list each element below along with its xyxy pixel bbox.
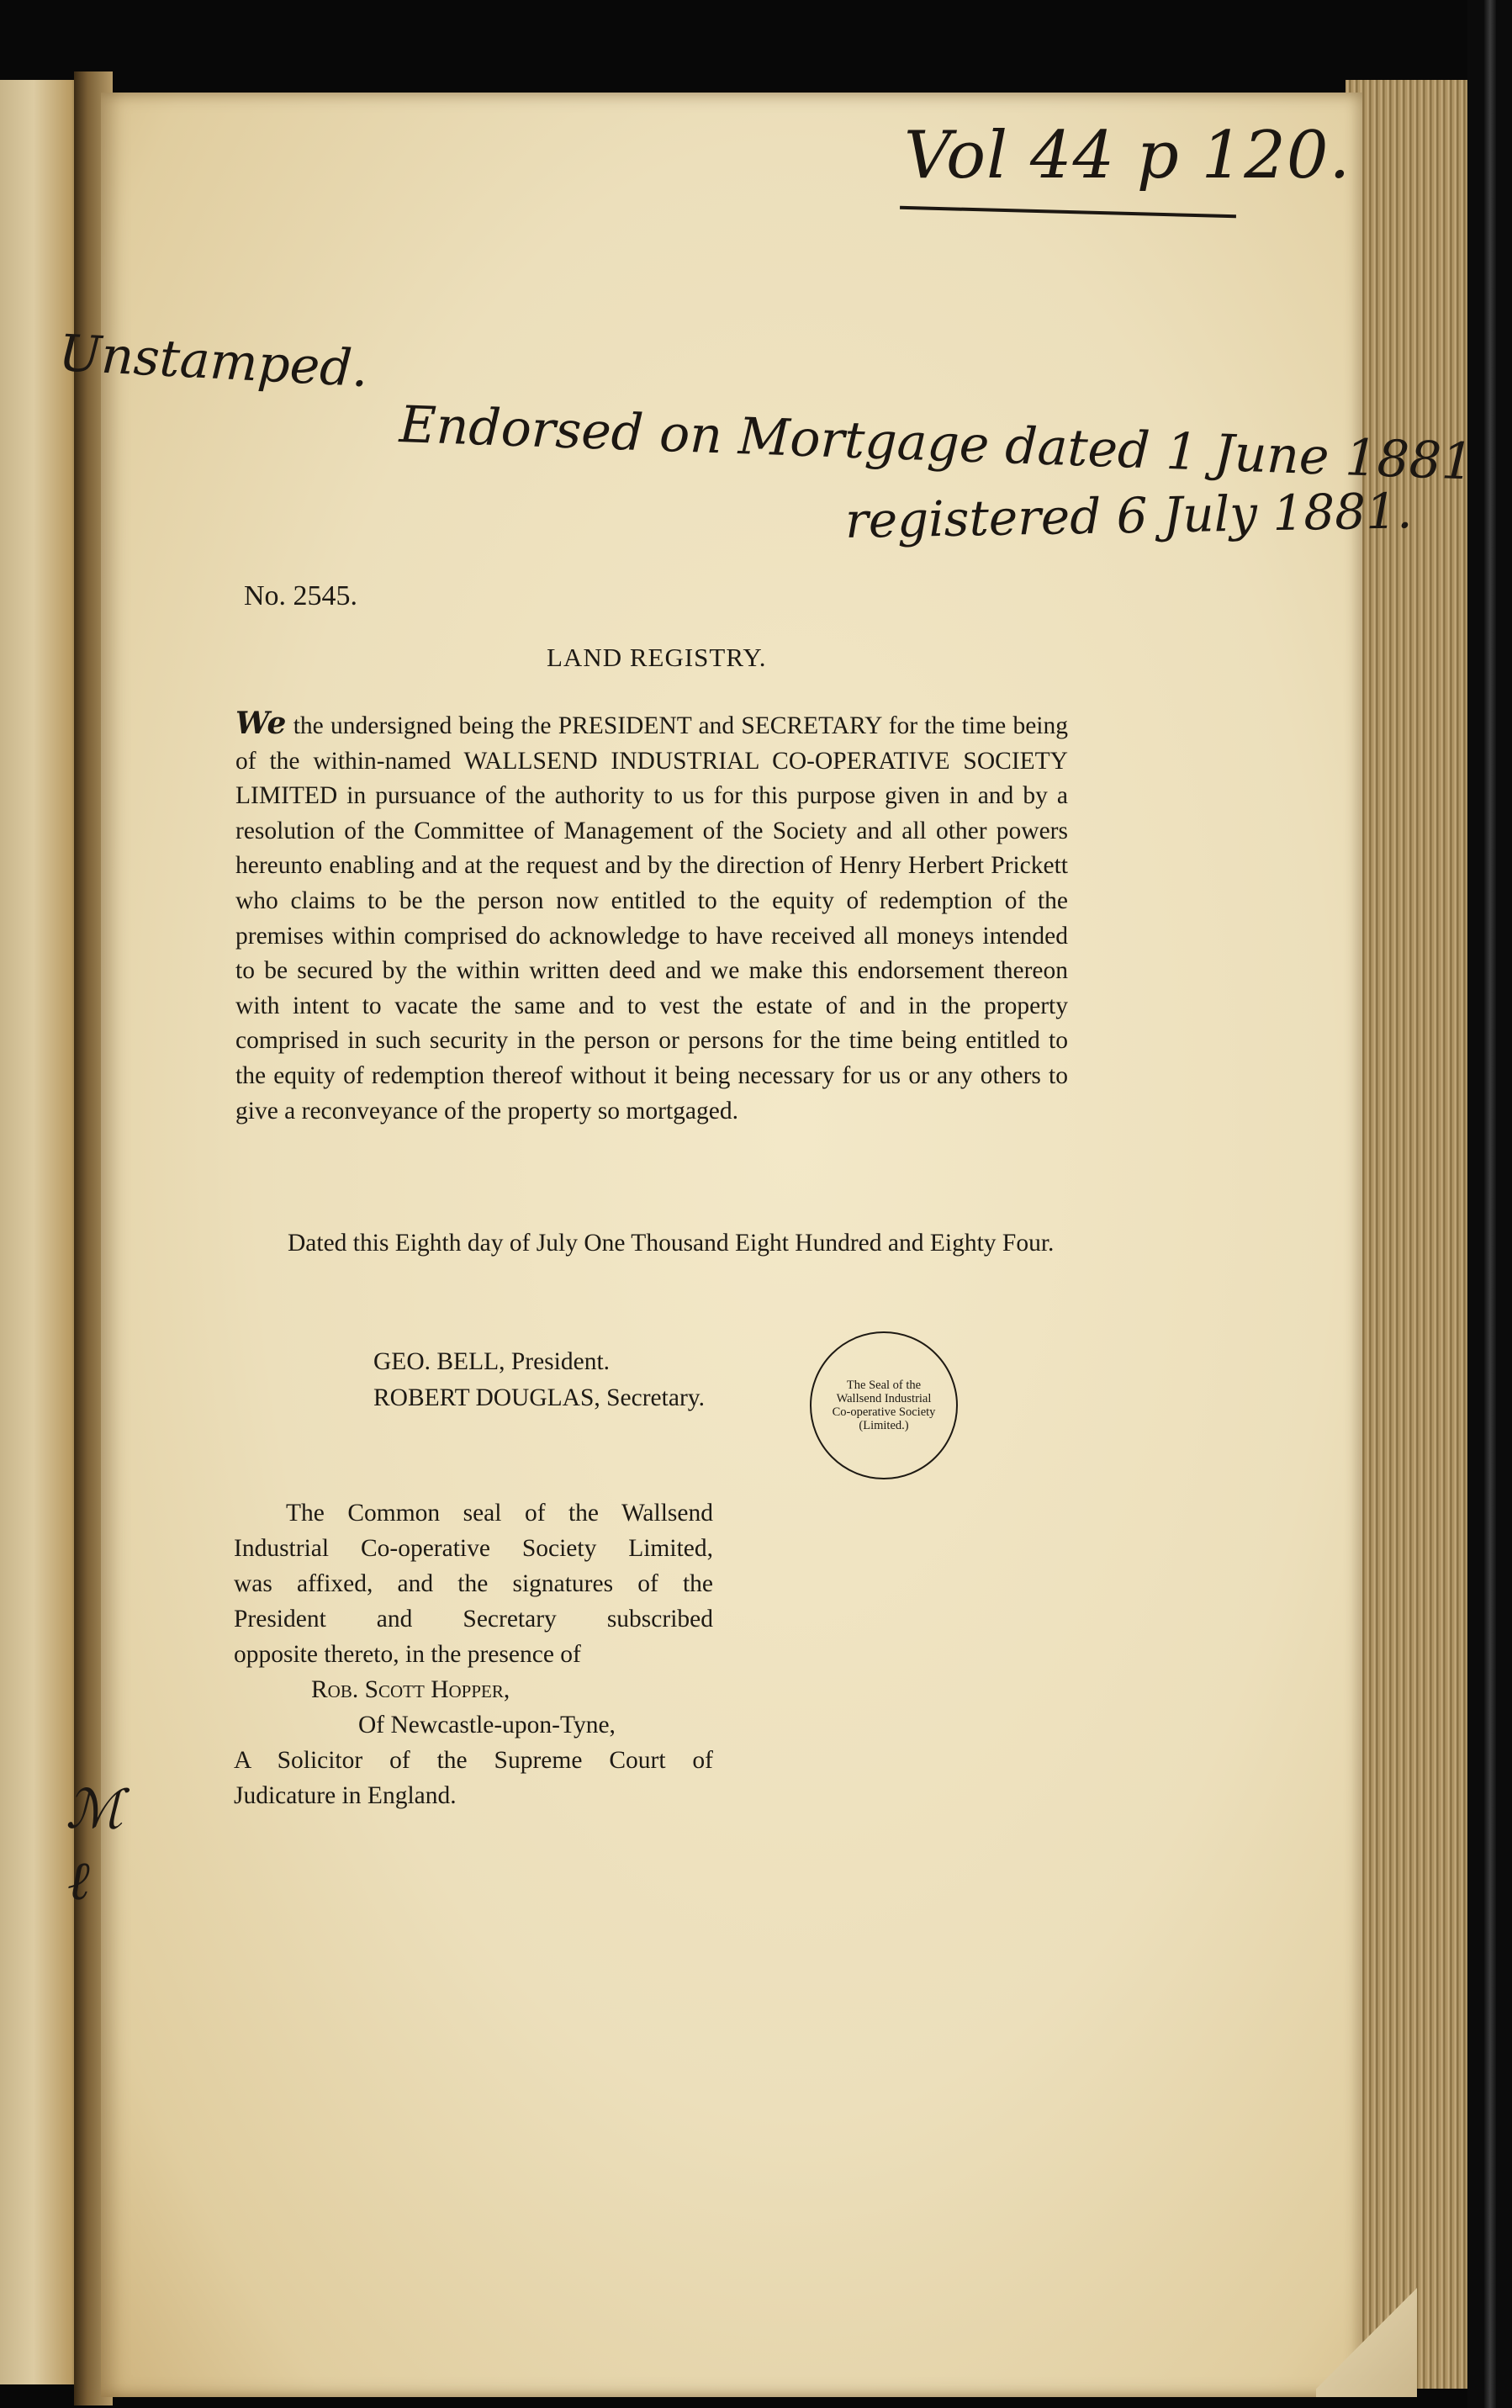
- endorsement-note-line-2: registered 6 July 1881.: [844, 482, 1413, 549]
- page-stack-edge: [1345, 80, 1480, 2389]
- seal-text-line: Co-operative Society: [832, 1405, 936, 1419]
- society-seal: [810, 1331, 958, 1479]
- document-heading: LAND REGISTRY.: [547, 643, 767, 672]
- attestation-clause: [234, 1495, 713, 1813]
- seal-text-line: Wallsend Industrial: [836, 1392, 932, 1405]
- witness-title: A Solicitor of the Supreme Court of: [234, 1747, 713, 1774]
- endorsement-note-line-1: Endorsed on Mortgage dated 1 June 1881: [398, 395, 1475, 492]
- witness-title-end: Judicature in England.: [234, 1782, 457, 1809]
- previous-page-edge: [0, 80, 84, 2384]
- seal-text-line: The Seal of the: [846, 1379, 922, 1392]
- attestation-line: was affixed, and the signatures of the: [234, 1570, 713, 1597]
- witness-name: Rob. Scott Hopper,: [311, 1676, 510, 1703]
- unstamped-margin-note: Unstamped.: [57, 324, 370, 400]
- president-signature: GEO. BELL, President.: [373, 1348, 611, 1375]
- page-corner-fold: [1316, 2279, 1417, 2397]
- attestation-line: opposite thereto, in the presence of: [234, 1641, 581, 1668]
- document-number: No. 2545.: [244, 580, 358, 611]
- volume-reference-handwritten: Vol 44 p 120.: [904, 118, 1351, 193]
- binding-rod: [1484, 0, 1496, 2408]
- endorsement-body-text: the undersigned being the PRESIDENT and SECRETARY for the time being of the within-named WALLSEND INDUSTRIAL CO-OPERATIVE SOCIETY LIMITED in pursuance of the authority to us for this purpose given in and by a resolution of the Committee of Management of the Society and all other powers hereunto enabling and at the request and by the direction of Henry Herbert Prickett who claims to be the person now entitled to the equity of redemption of the premises within comprised do acknowledge to have received all moneys intended to be secured by the within written deed and we make this endorsement thereon with intent to vacate the same and to vest the estate of and in the property comprised in such security in the person or persons for the time being entitled to the equity of redemption thereof without it being necessary for us or any others to give a reconveyance of the property so mortgaged.: [235, 712, 1069, 1125]
- secretary-signature: ROBERT DOUGLAS, Secretary.: [373, 1384, 705, 1411]
- margin-signature-fragment: ℳ: [66, 1779, 124, 1841]
- book-binding: [1467, 0, 1512, 2408]
- dated-clause: Dated this Eighth day of July One Thousand Eight Hundred and Eighty Four.: [288, 1230, 1055, 1257]
- witness-address: Of Newcastle-upon-Tyne,: [358, 1712, 616, 1739]
- attestation-line: The Common seal of the Wallsend: [286, 1500, 713, 1527]
- seal-text-line: (Limited.): [859, 1419, 909, 1432]
- endorsement-body: [235, 707, 1068, 1129]
- margin-signature-fragment: ℓ: [67, 1850, 90, 1913]
- attestation-line: President and Secretary subscribed: [234, 1606, 713, 1633]
- decorative-initial: We: [235, 706, 287, 741]
- attestation-line: Industrial Co-operative Society Limited,: [234, 1535, 713, 1562]
